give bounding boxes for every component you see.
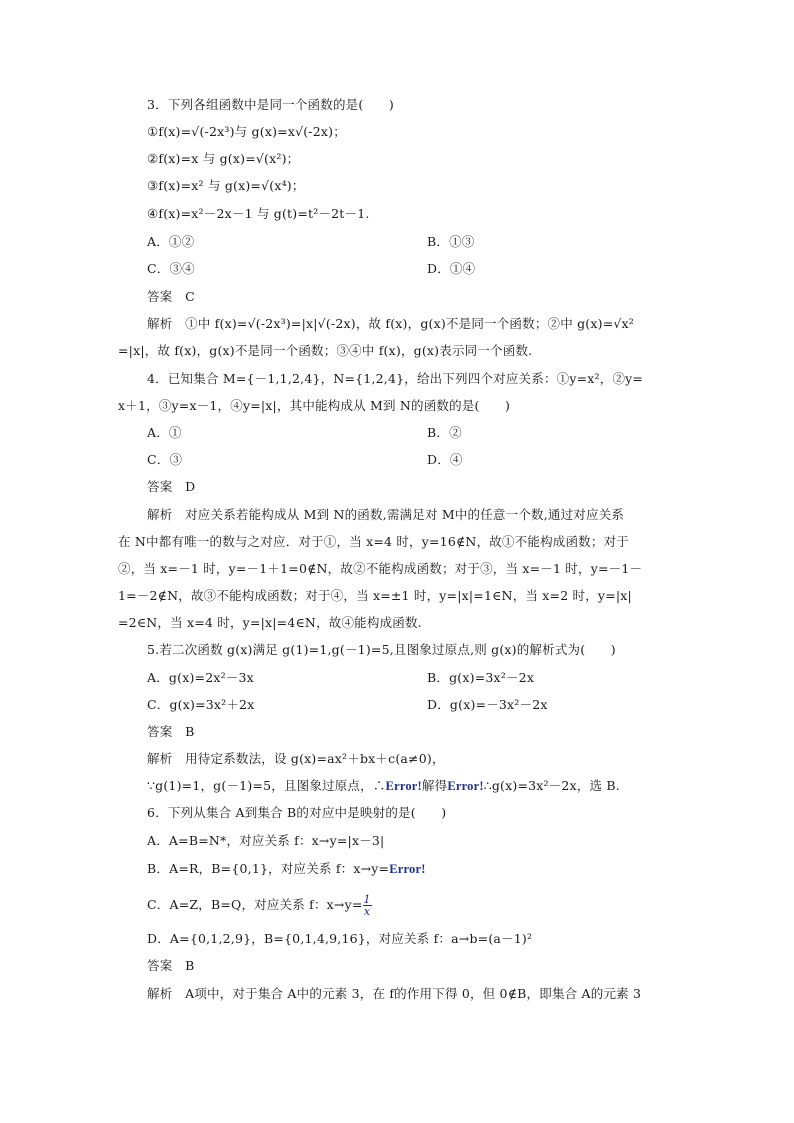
q5-result-text: ∴g(x)=3x²－2x，选 B. [483,778,620,793]
q4-analysis-line-3: ②，当 x=－1 时，y=－1＋1=0∉N，故②不能构成函数；对于③，当 x=－1 时，y=－1－ [118,561,643,576]
q3-option-c: C．③④ [147,261,195,276]
q5-solve-text: 解得 [421,778,448,793]
q6-option-b [147,861,677,877]
q6-option-c-text: C．A=Z，B=Q，对应关系 f：x→y= [147,897,363,912]
q5-error-2: Error! [447,779,484,793]
q5-analysis-line-2 [147,778,677,794]
q4-option-d: D．④ [427,452,463,467]
fraction-numerator: 1 [363,893,371,906]
q3-item-2: ②f(x)=x 与 g(x)=√(x²)； [147,151,300,166]
q6-option-d: D．A={0,1,2,9}，B={0,1,4,9,16}，对应关系 f：a→b=(a－1)² [147,931,533,946]
q4-title-line-2: x＋1，③y=x－1，④y=|x|，其中能构成从 M到 N的函数的是( ) [118,398,511,413]
q4-option-b: B．② [427,425,462,440]
q5-title: 5.若二次函数 g(x)满足 g(1)=1,g(－1)=5,且图象过原点,则 g(x)的解析式为( ) [147,642,616,657]
q3-answer: 答案 C [147,289,195,304]
q3-option-a: A．①② [147,234,195,249]
q3-item-4: ④f(x)=x²－2x－1 与 g(t)=t²－2t－1. [147,206,370,221]
q4-analysis-line-2: 在 N中都有唯一的数与之对应．对于①，当 x=4 时，y=16∉N，故①不能构成函数；对于 [118,534,629,549]
q5-answer: 答案 B [147,724,195,739]
q5-given-text: ∵g(1)=1，g(－1)=5，且图象过原点，∴ [147,778,386,793]
q3-analysis-line-1: 解析 ①中 f(x)=√(-2x³)=|x|√(-2x)，故 f(x)，g(x)不是同一个函数；②中 g(x)=√x² [147,316,635,331]
q6-title: 6．下列从集合 A到集合 B的对应中是映射的是( ) [147,805,447,820]
q5-option-b: B．g(x)=3x²－2x [427,670,535,685]
q6-answer: 答案 B [147,958,195,973]
fraction-denominator: x [363,905,371,918]
q3-option-d: D．①④ [427,261,476,276]
q5-analysis-line-1: 解析 用待定系数法，设 g(x)=ax²＋bx＋c(a≠0)， [147,751,445,766]
q4-option-a: A．① [147,425,182,440]
q4-answer: 答案 D [147,479,196,494]
q4-option-c: C．③ [147,452,183,467]
q6-analysis: 解析 A项中，对于集合 A中的元素 3，在 f的作用下得 0，但 0∉B，即集合 A的元素 3 [147,986,642,1001]
q6-error: Error! [389,862,426,876]
q3-analysis-line-2: =|x|，故 f(x)，g(x)不是同一个函数；③④中 f(x)，g(x)表示同一个函数. [118,343,533,358]
q5-error-1: Error! [385,779,422,793]
q3-option-b: B．①③ [427,234,475,249]
q5-option-c: C．g(x)=3x²＋2x [147,697,255,712]
q6-option-b-text: B．A=R，B={0,1}，对应关系 f：x→y= [147,861,390,876]
q3-item-3: ③f(x)=x² 与 g(x)=√(x⁴)； [147,178,305,193]
q4-analysis-line-1: 解析 对应关系若能构成从 M到 N的函数,需满足对 M中的任意一个数,通过对应关系 [147,507,625,522]
q5-option-a: A．g(x)=2x²－3x [147,670,254,685]
q4-analysis-line-4: 1=－2∉N，故③不能构成函数；对于④，当 x=±1 时，y=|x|=1∈N，当 x=2 时，y=|x| [118,588,632,603]
q4-title-line-1: 4．已知集合 M={－1,1,2,4}，N={1,2,4}，给出下列四个对应关系：①y=x²，②y= [147,371,644,386]
q6-option-a: A．A=B=N*，对应关系 f：x→y=|x－3| [147,833,385,848]
q3-item-1: ①f(x)=√(-2x³)与 g(x)=x√(-2x)； [147,124,346,139]
q6-fraction [363,894,372,917]
q3-title: 3．下列各组函数中是同一个函数的是( ) [147,97,394,112]
q5-option-d: D．g(x)=－3x²－2x [427,697,548,712]
q4-analysis-line-5: =2∈N，当 x=4 时，y=|x|=4∈N，故④能构成函数. [118,615,422,630]
q6-option-c [147,894,677,917]
